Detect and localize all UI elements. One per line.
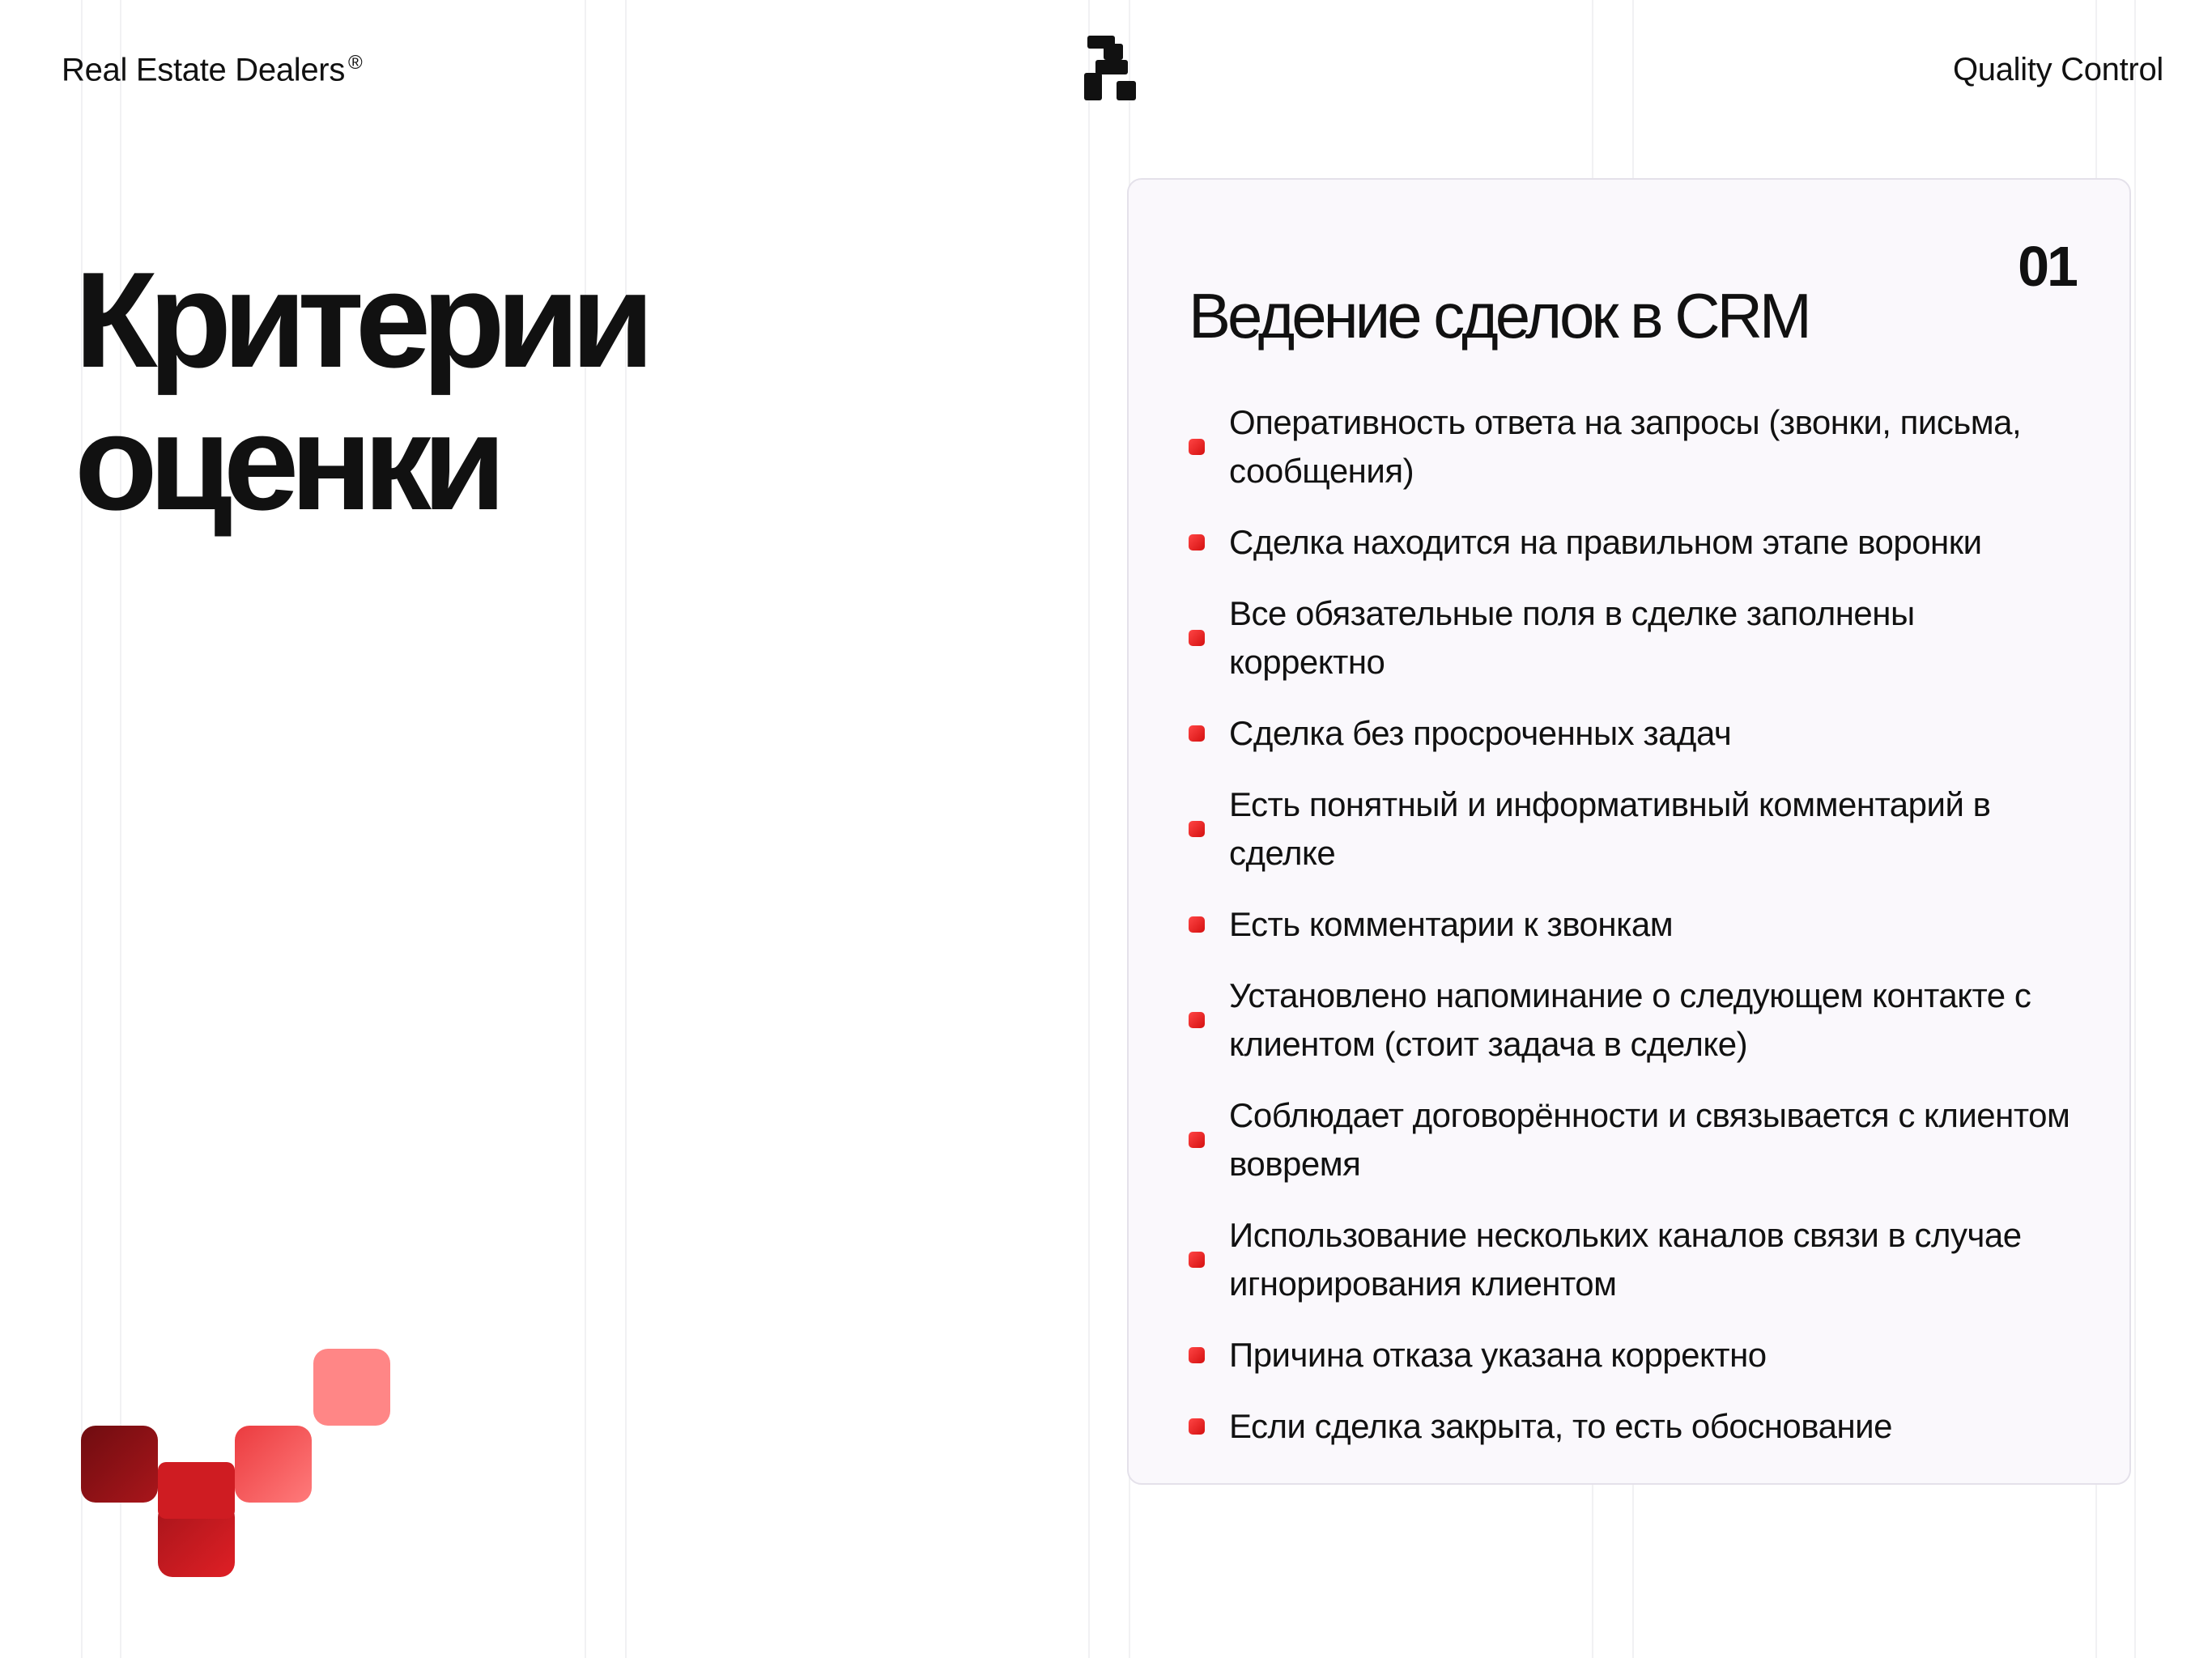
criteria-item [1189, 398, 2076, 495]
bullet-icon [1189, 534, 1205, 551]
red-check-steps-icon [81, 1349, 390, 1577]
criteria-item [1189, 1091, 2076, 1188]
page-title [74, 243, 803, 538]
bullet-icon [1189, 1012, 1205, 1028]
criteria-item [1189, 1331, 2076, 1380]
criteria-text: Использование нескольких каналов связи в случае игнорирования клиентом [1229, 1216, 2022, 1303]
section-label: Quality Control [1952, 52, 2163, 87]
page-title-line-1: Критерии [74, 243, 646, 396]
bullet-icon [1189, 916, 1205, 933]
layout-guide-line [1088, 0, 1090, 1658]
criteria-item [1189, 1402, 2076, 1451]
brand-name [62, 53, 362, 86]
criteria-text: Оперативность ответа на запросы (звонки, письма, сообщения) [1229, 403, 2022, 490]
bullet-icon [1189, 725, 1205, 742]
criteria-card [1127, 178, 2131, 1485]
criteria-text: Есть комментарии к звонкам [1229, 905, 1674, 943]
criteria-text: Все обязательные поля в сделке заполнены корректно [1229, 594, 1915, 681]
bullet-icon [1189, 1347, 1205, 1363]
criteria-item [1189, 900, 2076, 949]
criteria-list [1189, 398, 2076, 1473]
criteria-item [1189, 971, 2076, 1069]
criteria-text: Соблюдает договорённости и связывается с клиентом вовремя [1229, 1096, 2070, 1183]
page-title-line-2: оценки [74, 385, 498, 538]
bullet-icon [1189, 1132, 1205, 1148]
criteria-text: Есть понятный и информативный комментарий в сделке [1229, 785, 1991, 872]
bullet-icon [1189, 630, 1205, 646]
bullet-icon [1189, 1418, 1205, 1435]
card-number: 01 [2018, 235, 2076, 298]
criteria-text: Причина отказа указана корректно [1229, 1336, 1767, 1374]
criteria-text: Установлено напоминание о следующем контакте с клиентом (стоит задача в сделке) [1229, 976, 2031, 1063]
bullet-icon [1189, 439, 1205, 455]
brand-name-text: Real Estate Dealers [62, 52, 346, 88]
criteria-item [1189, 518, 2076, 567]
bullet-icon [1189, 821, 1205, 837]
criteria-text: Сделка без просроченных задач [1229, 714, 1732, 752]
criteria-item [1189, 709, 2076, 758]
brand-mark-icon [1084, 36, 1136, 104]
bullet-icon [1189, 1252, 1205, 1268]
layout-guide-line [2134, 0, 2136, 1658]
card-title: Ведение сделок в CRM [1189, 279, 1809, 351]
criteria-text: Если сделка закрыта, то есть обоснование [1229, 1407, 1892, 1445]
criteria-item [1189, 589, 2076, 687]
registered-mark: ® [348, 52, 363, 74]
criteria-text: Сделка находится на правильном этапе воронки [1229, 523, 1982, 561]
criteria-item [1189, 1211, 2076, 1308]
criteria-item [1189, 780, 2076, 878]
